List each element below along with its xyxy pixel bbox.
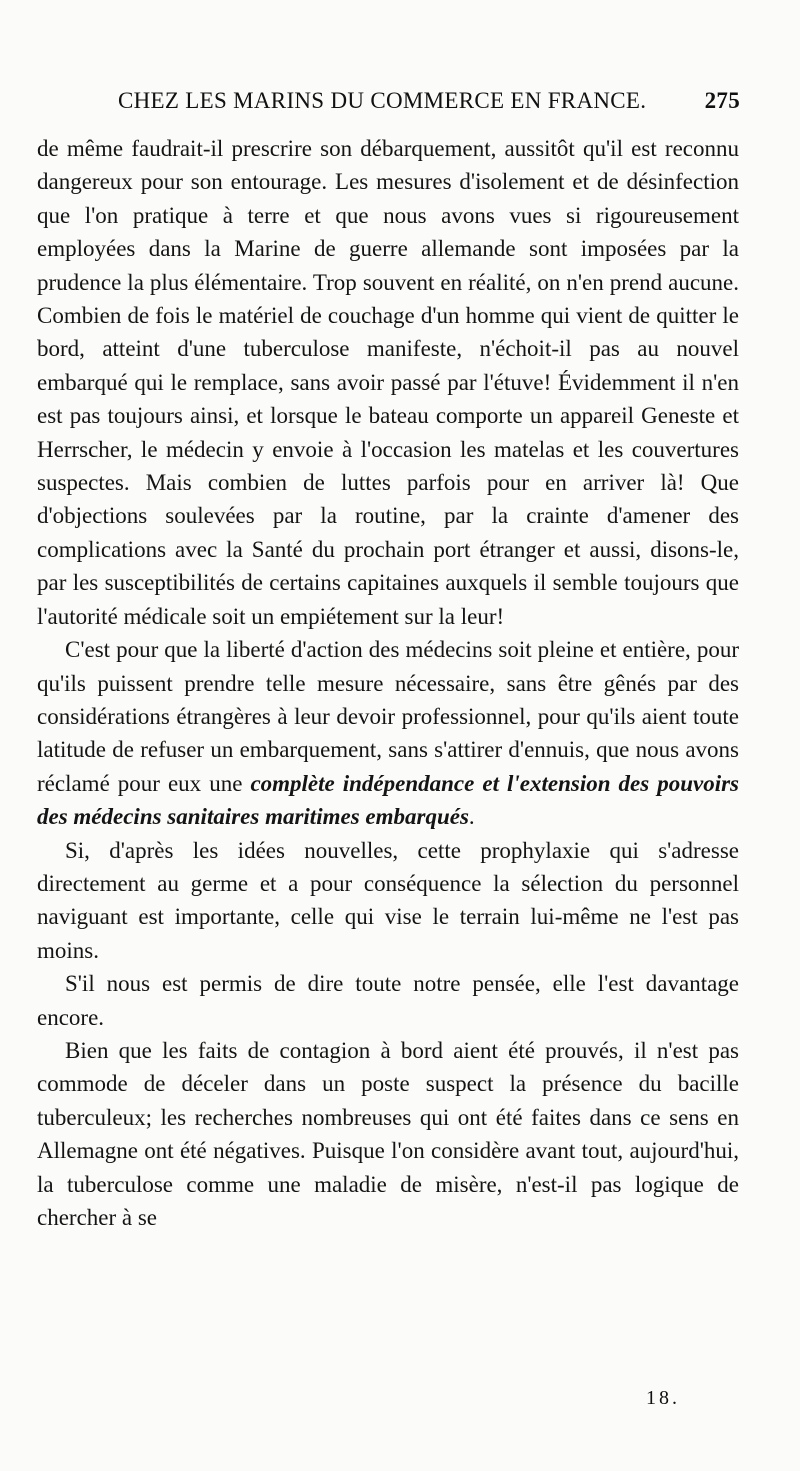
paragraph-3: Si, d'après les idées nouvelles, cette prophylaxie qui s'adresse directement au germe et a pour conséquence la sélection du personnel naviguant est importante, celle qui vise le terrain lui-même ne l'est pas moins. [37, 837, 739, 963]
paragraph-2-end: . [468, 804, 475, 830]
paragraph-5: Bien que les faits de contagion à bord aient été prouvés, il n'est pas commode de déceler dans un poste suspect la présence du bacille tuberculeux; les recherches nombreuses qui ont été faites dans ce sens en Allemagne ont été négatives. Puisque l'on considère avant tout, aujourd'hui, la tuberculose comme une maladie de misère, n'est-il pas logique de chercher à se [37, 1037, 739, 1230]
paragraph-4: S'il nous est permis de dire toute notre pensée, elle l'est davantage encore. [37, 971, 739, 1030]
paragraph-1: de même faudrait-il prescrire son débarquement, aussitôt qu'il est reconnu dangereux pour son entourage. Les mesures d'isolement et de désinfection que l'on pratique à terre et que nous avons vues si rigoureusement employées dans la Marine de guerre allemande sont imposées par la prudence la plus élémentaire. Trop souvent en réalité, on n'en prend aucune. Combien de fois le matériel de couchage d'un homme qui vient de quitter le bord, atteint d'une tuberculose manifeste, n'échoit-il pas au nouvel embarqué qui le remplace, sans avoir passé par l'étuve! Évidemment il n'en est pas toujours ainsi, et lorsque le bateau comporte un appareil Geneste et Herrscher, le médecin y envoie à l'occasion les matelas et les couvertures suspectes. Mais combien de luttes parfois pour en arriver là! Que d'objections soulevées par la routine, par la crainte d'amener des complications avec la Santé du prochain port étranger et aussi, disons-le, par les susceptibilités de certains capitaines auxquels il semble toujours que l'autorité médicale soit un empiétement sur la leur! [37, 136, 739, 629]
running-head: CHEZ LES MARINS DU COMMERCE EN FRANCE. [118, 88, 647, 113]
signature-mark: 18. [646, 1387, 680, 1409]
page-header [118, 88, 740, 124]
paragraph-2-emphasis: complète indépendance et l'extension des pouvoirs des médecins sanitaires maritimes embarqués [37, 770, 739, 830]
paragraph-2-text: C'est pour que la liberté d'action des médecins soit pleine et entière, pour qu'ils puissent prendre telle mesure nécessaire, sans être gênés par des considérations étrangères à leur devoir professionnel, pour qu'ils aient toute latitude de refuser un embarquement, sans s'attirer d'ennuis, que nous avons réclamé pour eux une [37, 637, 739, 796]
body-text [37, 132, 739, 1234]
page-number: 275 [704, 88, 740, 113]
paragraph-2 [37, 633, 739, 833]
